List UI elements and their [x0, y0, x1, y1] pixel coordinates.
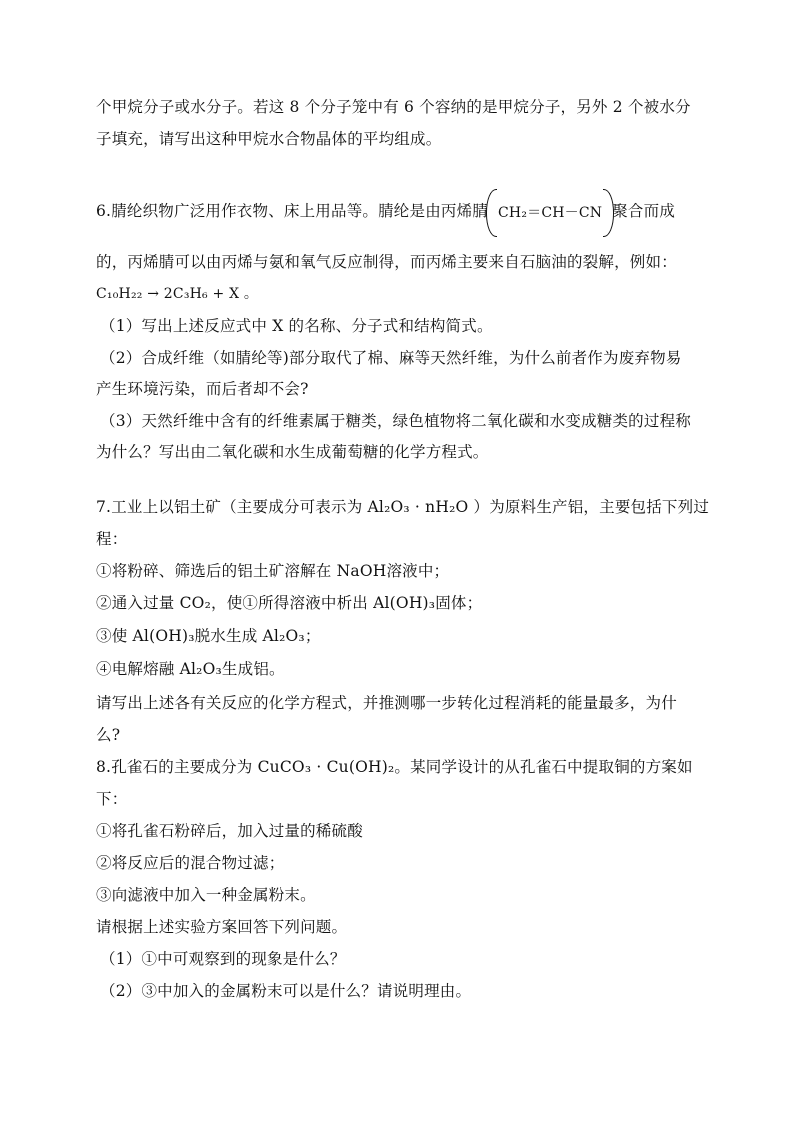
q8-question-prompt: 请根据上述实验方案回答下列问题。 [96, 918, 348, 936]
q6-sub-question-1: （1）写出上述反应式中 X 的名称、分子式和结构简式。 [100, 317, 493, 335]
q6-intro-text: 6.腈纶织物广泛用作衣物、床上用品等。腈纶是由丙烯腈 [96, 202, 488, 220]
right-paren-icon [603, 189, 614, 237]
q6-sub-question-3a: （3）天然纤维中含有的纤维素属于糖类，绿色植物将二氧化碳和水变成糖类的过程称 [100, 412, 691, 430]
q8-sub-question-1: （1）①中可观察到的现象是什么？ [100, 950, 346, 968]
q8-step-1: ①将孔雀石粉碎后，加入过量的稀硫酸 [96, 822, 363, 840]
q7-step-4: ④电解熔融 Al₂O₃生成铝。 [96, 660, 285, 678]
q8-step-3: ③向滤液中加入一种金属粉末。 [96, 886, 316, 904]
q6-sub-question-3b: 为什么？写出由二氧化碳和水生成葡萄糖的化学方程式。 [96, 443, 489, 461]
q8-intro-line-2: 下： [96, 790, 128, 808]
q8-step-2: ②将反应后的混合物过滤； [96, 854, 285, 872]
q6-intro-line [96, 200, 700, 224]
q7-step-1: ①将粉碎、筛选后的铝土矿溶解在 NaOH溶液中； [96, 562, 450, 580]
q6-intro-text-end: 聚合而成 [612, 202, 676, 220]
q7-step-3: ③使 Al(OH)₃脱水生成 Al₂O₃； [96, 627, 321, 645]
acrylonitrile-formula: CH₂＝CH－CN [490, 201, 610, 224]
q8-sub-question-2: （2）③中加入的金属粉末可以是什么？请说明理由。 [100, 982, 472, 1000]
left-paren-icon [486, 189, 497, 237]
q6-equation: C₁₀H₂₂ → 2C₃H₆ + X 。 [96, 286, 259, 302]
q7-question-line-1: 请写出上述各有关反应的化学方程式，并推测哪一步转化过程消耗的能量最多，为什 [96, 694, 677, 712]
q5-text-line-1: 个甲烷分子或水分子。若这 8 个分子笼中有 6 个容纳的是甲烷分子，另外 2 个被水分 [96, 98, 691, 116]
q6-text-line-2: 的，丙烯腈可以由丙烯与氨和氧气反应制得，而丙烯主要来自石脑油的裂解，例如： [96, 253, 677, 271]
q7-intro-line-1: 7.工业上以铝土矿（主要成分可表示为 Al₂O₃ · nH₂O ）为原料生产铝，主要包括下列过 [96, 498, 710, 516]
q8-intro-line-1: 8.孔雀石的主要成分为 CuCO₃ · Cu(OH)₂。某同学设计的从孔雀石中提取铜的方案如 [96, 758, 693, 776]
q7-intro-line-2: 程： [96, 530, 128, 548]
q5-text-line-2: 子填充，请写出这种甲烷水合物晶体的平均组成。 [96, 130, 442, 148]
q6-sub-question-2b: 产生环境污染，而后者却不会? [96, 380, 309, 398]
q7-question-line-2: 么? [96, 726, 121, 744]
q7-step-2: ②通入过量 CO₂，使①所得溶液中析出 Al(OH)₃固体； [96, 594, 483, 612]
q6-sub-question-2a: （2）合成纤维（如腈纶等)部分取代了棉、麻等天然纤维，为什么前者作为废弃物易 [100, 349, 682, 367]
